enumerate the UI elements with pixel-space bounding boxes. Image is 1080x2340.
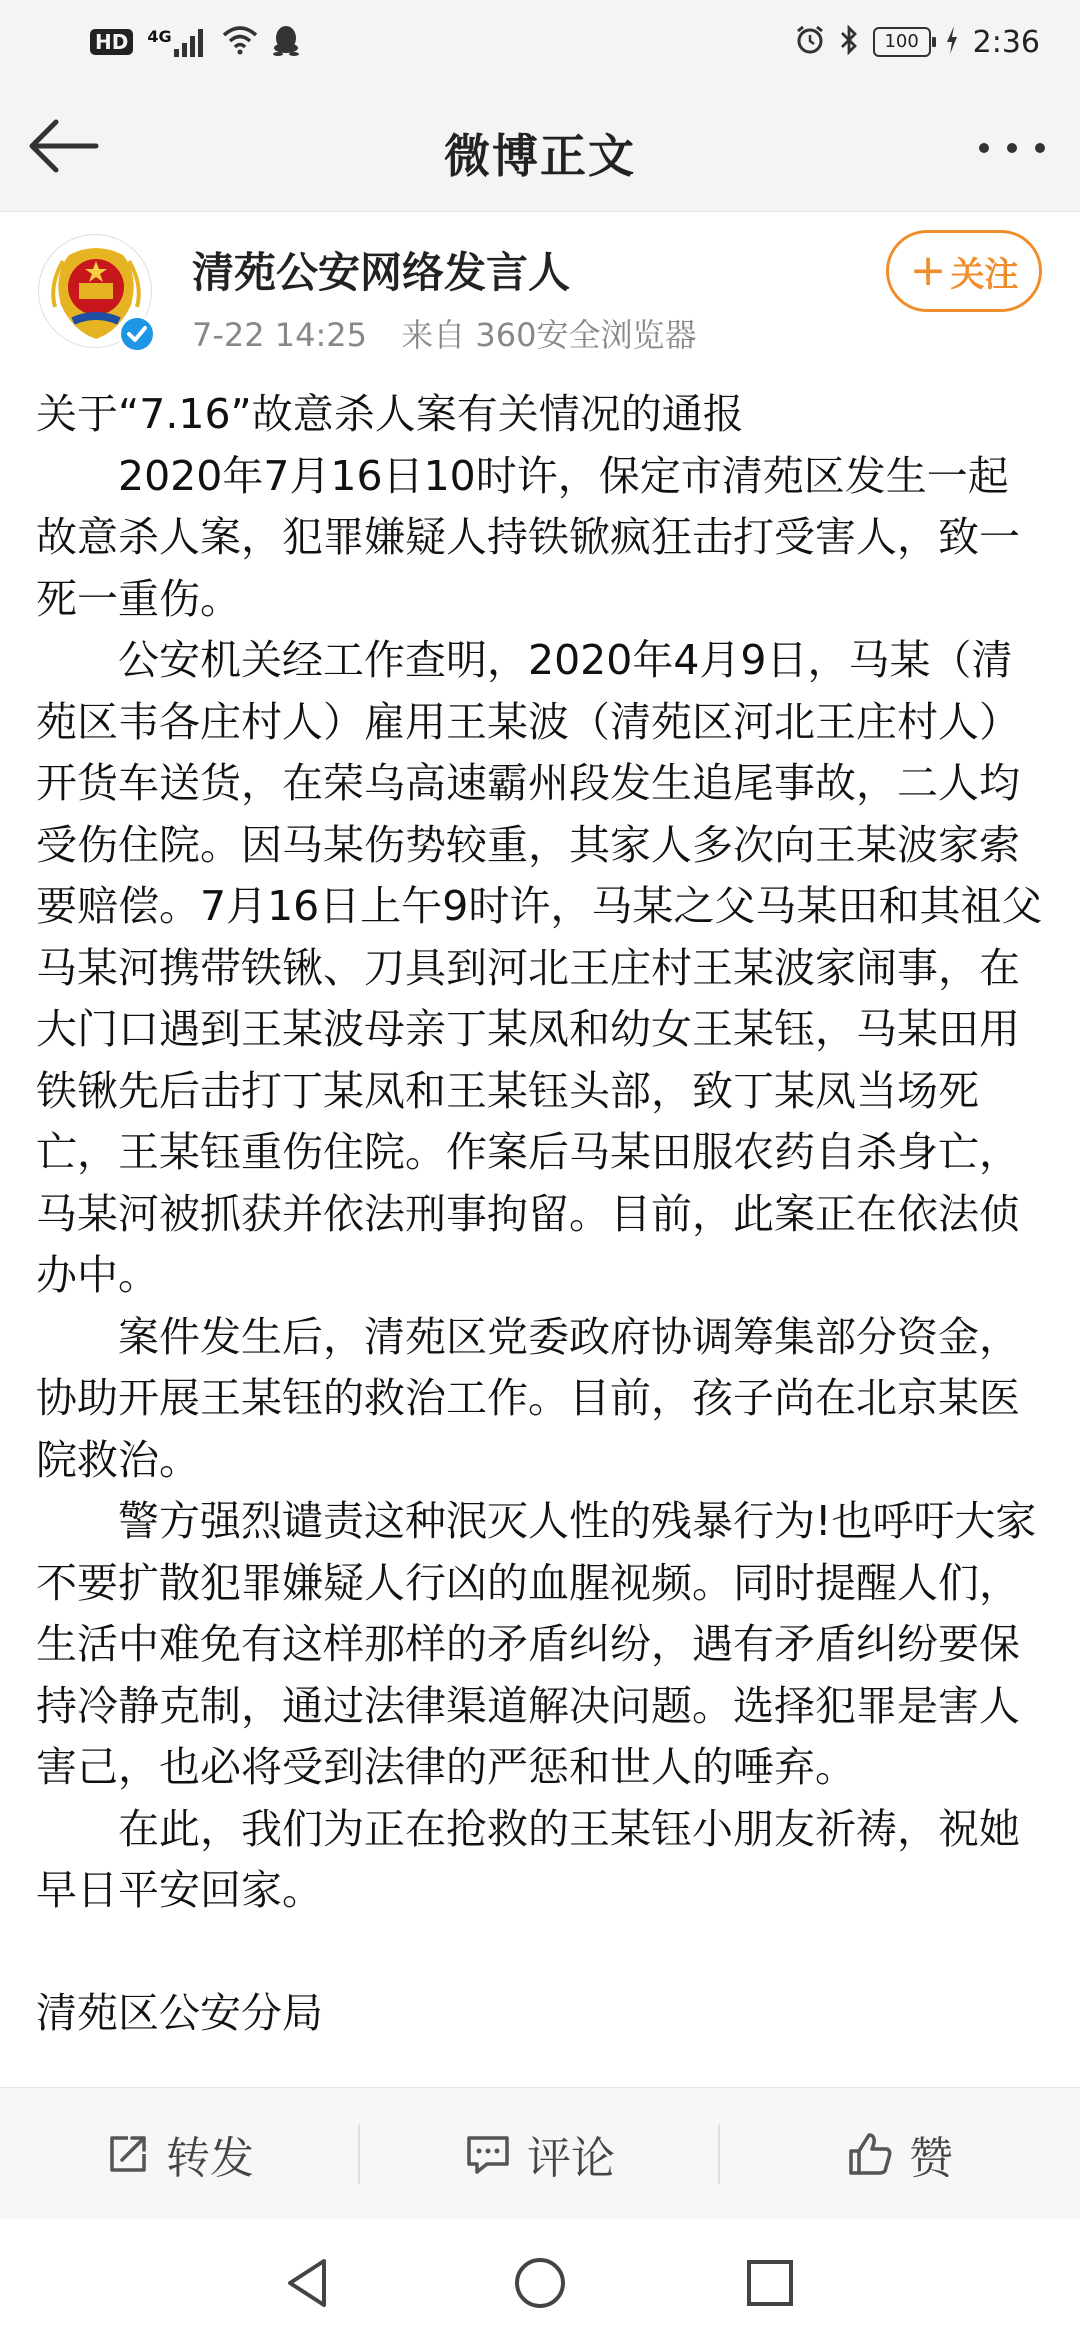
repost-icon [106,2132,150,2176]
circle-home-icon [512,2255,568,2311]
signal-icon [147,27,207,57]
post-title: 关于“7.16”故意杀人案有关情况的通报 [36,390,744,438]
system-back-button[interactable] [280,2255,336,2311]
wifi-icon [222,25,258,59]
signature: 清苑区公安分局 [36,1989,323,2037]
repost-button[interactable] [0,2088,360,2220]
triangle-back-icon [280,2255,336,2311]
status-right [795,20,1040,64]
like-button[interactable] [720,2088,1080,2220]
paragraph: 公安机关经工作查明，2020年4月9日，马某（清苑区韦各庄村人）雇用王某波（清苑区河北王庄村人）开货车送货，在荣乌高速霸州段发生追尾事故，二人均受伤住院。因马某伤势较重，其家人多次向王某波家索要赔偿。7月16日上午9时许，马某之父马某田和其祖父马某河携带铁锹、刀具到河北王庄村王某波家闹事，在大门口遇到王某波母亲丁某凤和幼女王某钰，马某田用铁锹先后击打丁某凤和王某钰头部，致丁某凤当场死亡，王某钰重伤住院。作案后马某田服农药自杀身亡，马某河被抓获并依法刑事拘留。目前，此案正在依法侦办中。 [36,636,1043,1299]
thumbs-up-icon [847,2131,893,2177]
verified-badge-icon [118,315,156,353]
hd-badge: HD [90,29,133,55]
clock: 2:36 [972,24,1040,60]
repost-label: 转发 [166,2133,254,2184]
paragraph: 在此，我们为正在抢救的王某钰小朋友祈祷，祝她早日平安回家。 [36,1804,1020,1914]
action-bar [0,2087,1080,2219]
system-home-button[interactable] [512,2255,568,2311]
follow-label: 关注 [950,254,1019,295]
page-title: 微博正文 [444,129,636,183]
like-label: 赞 [909,2133,953,2184]
paragraph: 案件发生后，清苑区党委政府协调筹集部分资金，协助开展王某钰的救治工作。目前，孩子尚在北京某医院救治。 [36,1312,1020,1484]
comment-label: 评论 [527,2133,615,2184]
bluetooth-icon [839,24,859,60]
comment-icon [465,2132,511,2176]
qq-penguin-icon [272,24,300,60]
post-time: 7-22 14:25 [192,316,368,354]
post-source: 来自 360安全浏览器 [401,316,697,354]
author-name[interactable]: 清苑公安网络发言人 [192,248,571,297]
charging-icon [945,25,959,59]
alarm-icon [795,25,825,59]
comment-button[interactable] [360,2088,720,2220]
nav-bar [0,84,1080,212]
paragraph: 警方强烈谴责这种泯灭人性的残暴行为!也呼吁大家不要扩散犯罪嫌疑人行凶的血腥视频。同时提醒人们，生活中难免有这样那样的矛盾纠纷，遇有矛盾纠纷要保持冷静克制，通过法律渠道解决问题。选择犯罪是害人害己，也必将受到法律的严惩和世人的唾弃。 [36,1497,1037,1791]
system-recents-button[interactable] [742,2255,798,2311]
more-dots-icon [974,128,1050,168]
paragraph: 2020年7月16日10时许，保定市清苑区发生一起故意杀人案，犯罪嫌疑人持铁锨疯狂击打受害人，致一死一重伤。 [36,451,1020,623]
plus-icon: + [909,245,947,296]
post-body [36,384,1046,2045]
follow-button[interactable] [886,230,1042,312]
battery-indicator: 100 [873,27,931,57]
status-left [90,20,300,64]
square-recents-icon [742,2255,798,2311]
more-button[interactable] [974,128,1050,168]
network-type: 4G [147,27,172,46]
status-bar [0,0,1080,84]
post-meta [192,310,696,356]
system-nav-bar [0,2219,1080,2340]
